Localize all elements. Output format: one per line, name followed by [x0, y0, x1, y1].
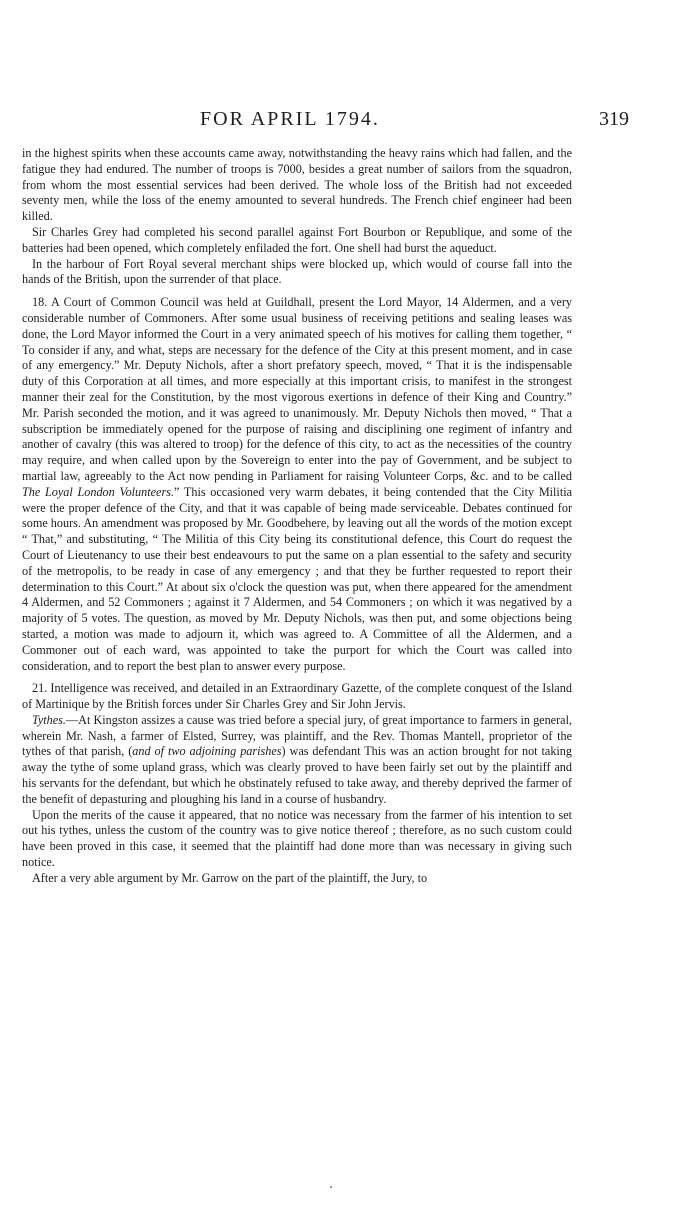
page-number: 319	[599, 108, 629, 130]
paragraph-common-council	[22, 295, 572, 674]
running-head: FOR APRIL 1794.	[200, 108, 380, 130]
paragraph-merits: Upon the merits of the cause it appeared, that no notice was necessary from the farmer of his intention to set out his tythes, unless the custom of the country was to give notice thereof ; therefore, as no such custom could have been proved in this case, it seemed that the plaintiff had done more than was necessary in giving such notice.	[22, 807, 572, 870]
common-council-text-a: 18. A Court of Common Council was held at Guildhall, present the Lord Mayor, 14 Aldermen, and a very considerable number of Commoners. After some usual business of receiving petitions and sealing leases was done, the Lord Mayor informed the Court in a very animated speech of his motives for calling them together, “ To consider if any, and what, steps are necessary for the defence of the City at this present moment, and in case of any emergency.” Mr. Deputy Nichols, after a short prefatory speech, moved, “ That it is the indispensable duty of this Corporation at all times, and more especially at this important crisis, to manifest in the strongest manner their zeal for the Constitution, by the most vigorous exertions in defence of their King and Country.” Mr. Parish seconded the motion, and it was agreed to unanimously. Mr. Deputy Nichols then moved, “ That a subscription be immediately opened for the purpose of raising and disciplining one regiment of infantry and another of cavalry (this was altered to troop) for the defence of this city, to act as the necessities of the country may require, and when called upon by the Sovereign to enter into the pay of Government, and be subject to martial law, agreeably to the Act now pending in Parliament for raising Volunteer Corps, &c. and to be called	[22, 295, 572, 483]
article-body	[22, 146, 572, 887]
paragraph-tythes-case	[22, 713, 572, 808]
paragraph-fort-royal-harbour: In the harbour of Fort Royal several merchant ships were blocked up, which would of course fall into the hands of the British, upon the surrender of that place.	[22, 256, 572, 287]
tythes-text-a: —At Kingston assizes a cause was tried before a special jury, of great importance to farmers in general, wherein Mr. Nash, a farmer of Elsted, Surrey, was plaintiff, and the Rev. Thomas Mantell, proprietor of the tythes of that parish, (	[22, 712, 572, 759]
loyal-london-volunteers: The Loyal London Volunteers.	[22, 484, 174, 499]
page-header	[0, 108, 687, 138]
paragraph-garrow: After a very able argument by Mr. Garrow on the part of the plaintiff, the Jury, to	[32, 870, 428, 885]
paragraph-martinique: 21. Intelligence was received, and detailed in an Extraordinary Gazette, of the complete conquest of the Island of Martinique by the British forces under Sir Charles Grey and Sir John Jervis.	[22, 681, 572, 712]
ink-spot	[330, 1186, 332, 1188]
tythes-text-b: ) was defendant This was an action brought for not taking away the tythe of some upland grass, which was clearly proved to have been fairly set out by the plaintiff and his servants for the defendant, but which he obstinately refused to take away, and thereby deprived the farmer of the benefit of depasturing and ploughing his land in a course of husbandry.	[22, 744, 572, 806]
adjoining-parishes: and of two adjoining parishes	[132, 744, 282, 759]
paragraph-troops-report: in the highest spirits when these accounts came away, notwithstanding the heavy rains which had fallen, and the fatigue they had endured. The number of troops is 7000, besides a great number of sailors from the squadron, from whom the most essential services had been derived. The whole loss of the British had not exceeded seventy men, while the loss of the enemy amounted to several hundreds. The French chief engineer had been killed.	[22, 146, 572, 224]
tythes-label: Tythes.	[32, 712, 66, 727]
paragraph-fort-bourbon: Sir Charles Grey had completed his second parallel against Fort Bourbon or Republique, and some of the batteries had been opened, which completely enfiladed the fort. One shell had burst the aqueduct.	[22, 224, 572, 255]
common-council-text-b: ” This occasioned very warm debates, it being contended that the City Militia were the proper defence of the City, and that it was capable of being made serviceable. Debates continued for some hours. An amendment was proposed by Mr. Goodbehere, by leaving out all the words of the motion except “ That,” and substituting, “ The Militia of this City being its constitutional defence, this Court do request the Court of Lieutenancy to use their best endeavours to put the same on a plan essential to the safety and security of the metropolis, to be ready in case of any emergency ; and that they be further requested to report their determination to this Court.” At about six o'clock the question was put, when there appeared for the amendment 4 Aldermen, and 52 Commoners ; against it 7 Aldermen, and 54 Commoners ; on which it was negatived by a majority of 5 votes. The question, as moved by Mr. Deputy Nichols, was then put, and some objections being started, a motion was made to adjourn it, which was agreed to. A Committee of all the Aldermen, and a Commoner out of each ward, was appointed to take the purport for which the Court was called into consideration, and to report the best plan to answer every purpose.	[22, 484, 572, 673]
